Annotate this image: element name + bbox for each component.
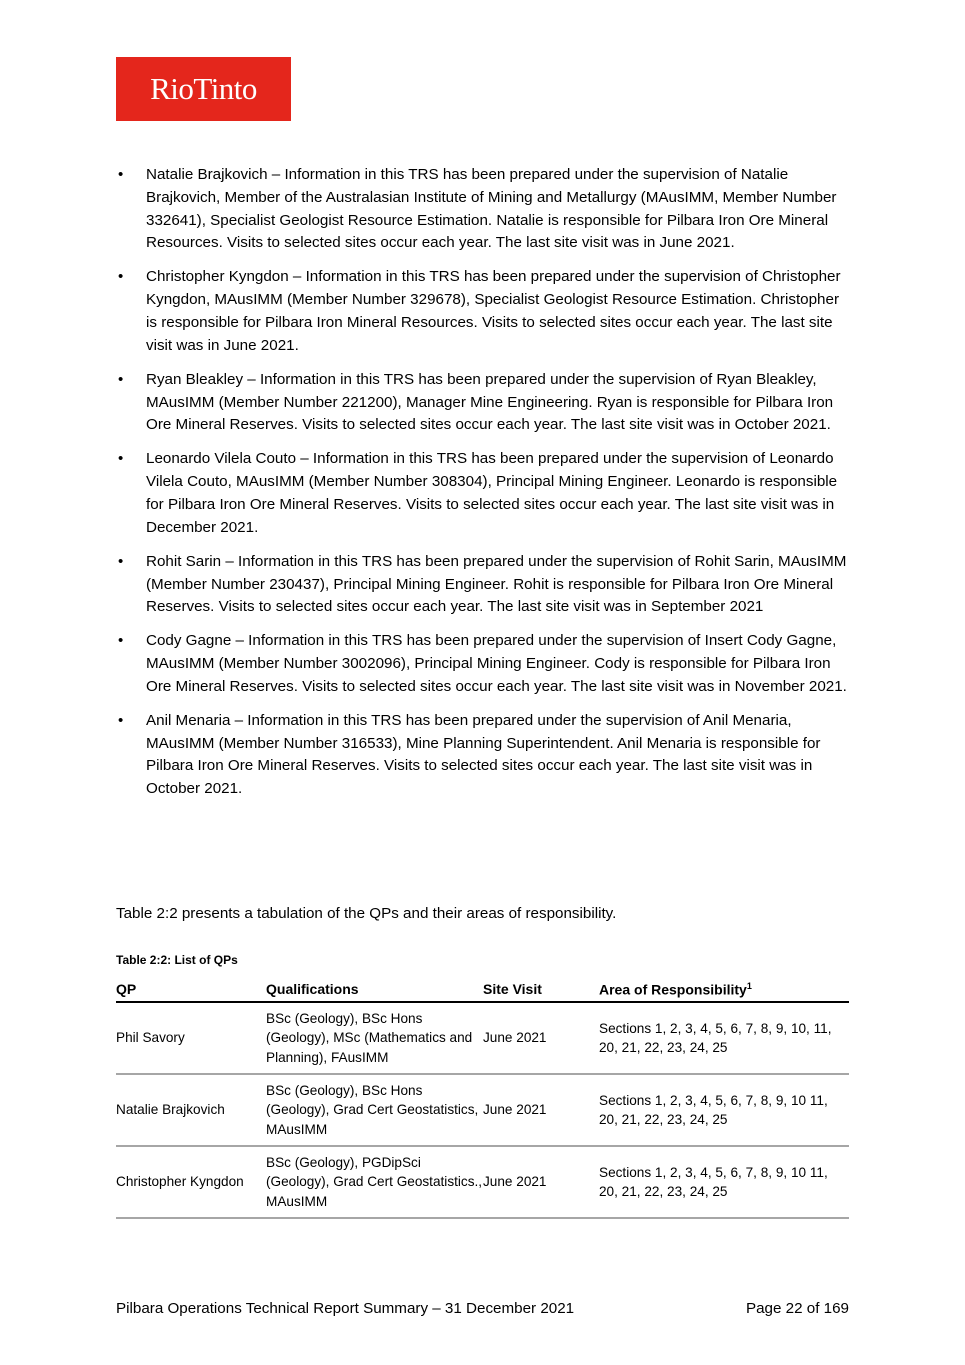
cell-area: Sections 1, 2, 3, 4, 5, 6, 7, 8, 9, 10 11, 20, 21, 22, 23, 24, 25 (599, 1146, 849, 1218)
list-item: • Rohit Sarin – Information in this TRS has been prepared under the supervision of Rohit Sarin, MAusIMM (Member Number 230437), Principal Mining Engineer. Rohit is responsible for Pilbara Iron Ore Mineral Reserves. Visits to selected sites occur each year. The last site visit was in September 2021 (118, 552, 847, 616)
list-item: • Anil Menaria – Information in this TRS has been prepared under the supervision of Anil Menaria, MAusIMM (Member Number 316533), Mine Planning Superintendent. Anil Menaria is responsible for Pilbara Iron Ore Mineral Reserves. Visits to selected sites occur each year. The last site visit was in October 2021. (118, 711, 821, 798)
bullet-icon: • (118, 632, 124, 650)
qp-table (116, 977, 849, 1219)
table-intro-text: Table 2:2 presents a tabulation of the QPs and their areas of responsibility. (116, 905, 617, 922)
bullet-icon: • (118, 552, 124, 570)
table-row (116, 1074, 849, 1146)
list-item: • Natalie Brajkovich – Information in this TRS has been prepared under the supervision of Natalie Brajkovich, Member of the Australasian Institute of Mining and Metallurgy (MAusIMM, Member Number 332641), Specialist Geologist Resource Estimation. Natalie is responsible for Pilbara Iron Ore Mineral Resources. Visits to selected sites occur each year. The last site visit was in June 2021. (118, 166, 837, 252)
cell-site-visit: June 2021 (483, 1002, 599, 1074)
page-footer (116, 1300, 849, 1317)
list-item: • Leonardo Vilela Couto – Information in this TRS has been prepared under the supervision of Leonardo Vilela Couto, MAusIMM (Member Number 308304), Principal Mining Engineer. Leonardo is responsible for Pilbara Iron Ore Mineral Reserves. Visits to selected sites occur each year. The last site visit was in December 2021. (118, 450, 838, 536)
column-header-area: Area of Responsibility$^1$ (599, 977, 849, 1002)
cell-site-visit: June 2021 (483, 1146, 599, 1218)
footnote-marker: 1 (746, 980, 752, 991)
table-row (116, 1146, 849, 1218)
footer-title: Pilbara Operations Technical Report Summary – 31 December 2021 (116, 1300, 575, 1317)
cell-qp: Christopher Kyngdon (116, 1146, 266, 1218)
column-header-site-visit: Site Visit (483, 977, 599, 1002)
rio-tinto-logo (116, 57, 291, 121)
column-header-qp: QP (116, 977, 266, 1002)
cell-qp: Phil Savory (116, 1002, 266, 1074)
table-row (116, 1002, 849, 1074)
cell-qp: Natalie Brajkovich (116, 1074, 266, 1146)
cell-qualifications: BSc (Geology), PGDipSci (Geology), Grad Cert Geostatistics., MAusIMM (266, 1146, 483, 1218)
cell-qualifications: BSc (Geology), BSc Hons (Geology), Grad Cert Geostatistics, MAusIMM (266, 1074, 483, 1146)
bullet-icon: • (118, 370, 124, 388)
cell-qualifications: BSc (Geology), BSc Hons (Geology), MSc (Mathematics and Planning), FAusIMM (266, 1002, 483, 1074)
list-item: • Cody Gagne – Information in this TRS has been prepared under the supervision of Insert Cody Gagne, MAusIMM (Member Number 3002096), Principal Mining Engineer. Cody is responsible for Pilbara Iron Ore Mineral Reserves. Visits to selected sites occur each year. The last site visit was in November 2021. (118, 632, 847, 695)
bullet-icon: • (118, 166, 124, 183)
bullet-icon: • (118, 268, 124, 286)
page-number: Page 22 of 169 (745, 1300, 849, 1317)
column-header-qualifications: Qualifications (266, 977, 483, 1002)
table-caption: Table 2:2: List of QPs (116, 953, 238, 967)
list-item: • Ryan Bleakley – Information in this TRS has been prepared under the supervision of Ryan Bleakley, MAusIMM (Member Number 221200), Manager Mine Engineering. Ryan is responsible for Pilbara Iron Ore Mineral Reserves. Visits to selected sites occur each year. The last site visit was in October 2021. (118, 370, 834, 434)
qp-bullet-list (116, 164, 851, 812)
cell-area: Sections 1, 2, 3, 4, 5, 6, 7, 8, 9, 10, 11, 20, 21, 22, 23, 24, 25 (599, 1002, 849, 1074)
cell-area: Sections 1, 2, 3, 4, 5, 6, 7, 8, 9, 10 11, 20, 21, 22, 23, 24, 25 (599, 1074, 849, 1146)
logo-text: RioTinto (150, 71, 257, 106)
table-header-row (116, 977, 849, 1002)
bullet-icon: • (118, 711, 124, 729)
bullet-icon: • (118, 450, 124, 468)
list-item: • Christopher Kyngdon – Information in this TRS has been prepared under the supervision of Christopher Kyngdon, MAusIMM (Member Number 329678), Specialist Geologist Resource Estimation. Christopher is responsible for Pilbara Iron Mineral Resources. Visits to selected sites occur each year. The last site visit was in June 2021. (118, 268, 841, 354)
cell-site-visit: June 2021 (483, 1074, 599, 1146)
